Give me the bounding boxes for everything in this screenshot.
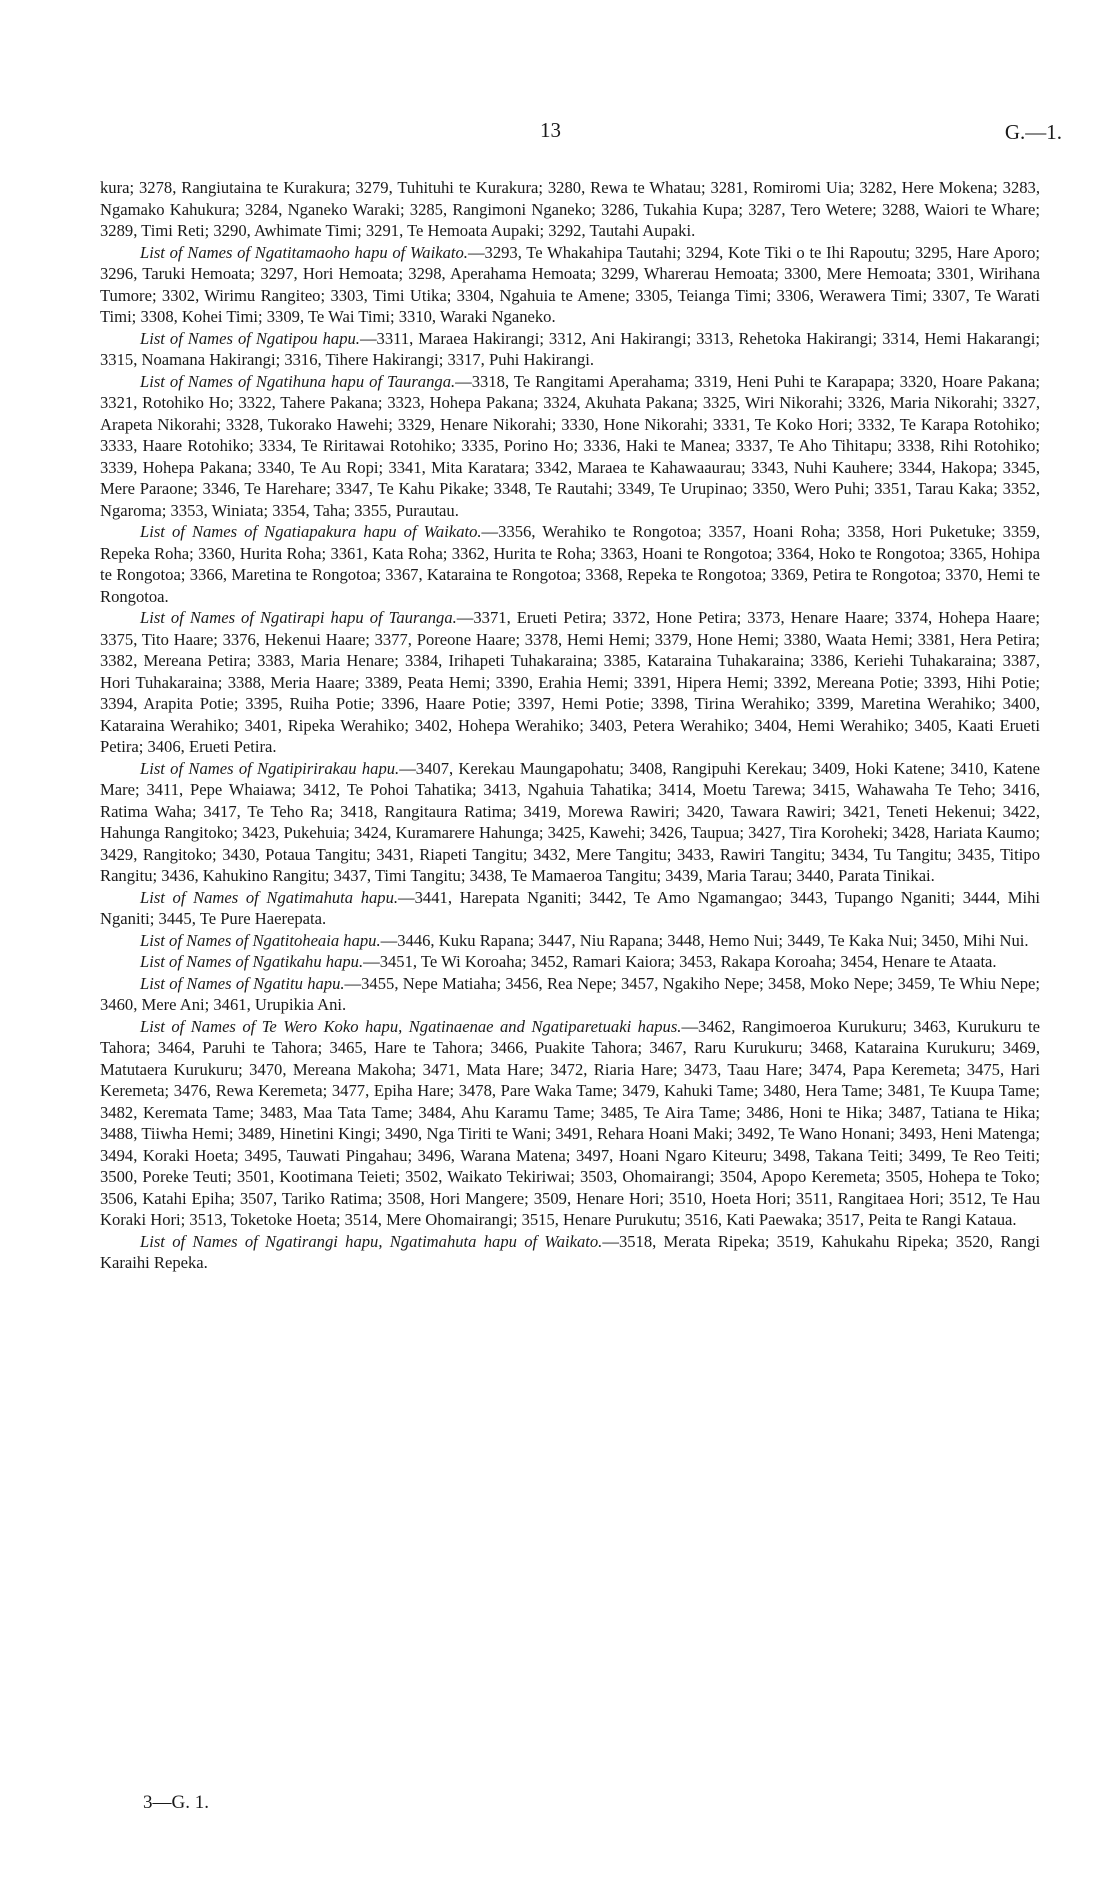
list-heading: List of Names of Ngatirapi hapu of Tauranga. <box>140 608 457 627</box>
list-heading: List of Names of Ngatirangi hapu, Ngatimahuta hapu of Waikato. <box>140 1231 603 1251</box>
paragraph <box>100 930 1040 952</box>
paragraph-text: kura; 3278, Rangiutaina te Kurakura; 3279, Tuhituhi te Kurakura; 3280, Rewa te Whatau; 3281, Romiromi Uia; 3282, Here Mokena; 3283, Ngamako Kahukura; 3284, Nganeko Waraki; 3285, Rangimoni Nganeko; 3286, Tukahia Kupa; 3287, Tero Wetere; 3288, Waiori te Whare; 3289, Timi Reti; 3290, Awhimate Timi; 3291, Te Hemoata Aupaki; 3292, Tautahi Aupaki. <box>100 178 1040 240</box>
paragraph <box>100 887 1040 930</box>
paragraph-text: —3462, Rangimoeroa Kurukuru; 3463, Kurukuru te Tahora; 3464, Paruhi te Tahora; 3465, Hare te Tahora; 3466, Puakite Tahora; 3467, Raru Kurukuru; 3468, Kataraina Kurukuru; 3469, Matutaera Kurukuru; 3470, Mereana Makoha; 3471, Mata Hare; 3472, Riaria Hare; 3473, Taau Hare; 3474, Papa Keremeta; 3475, Hari Keremeta; 3476, Rewa Keremeta; 3477, Epiha Hare; 3478, Pare Waka Tame; 3479, Kahuki Tame; 3480, Hera Tame; 3481, Te Kuupa Tame; 3482, Keremata Tame; 3483, Maa Tata Tame; 3484, Ahu Karamu Tame; 3485, Te Aira Tame; 3486, Honi te Hika; 3487, Tatiana te Hika; 3488, Tiiwha Hemi; 3489, Hinetini Kingi; 3490, Nga Tiriti te Wani; 3491, Rehara Hoani Maki; 3492, Te Wano Honani; 3493, Heni Matenga; 3494, Koraki Hoeta; 3495, Tauwati Pingahau; 3496, Warana Matena; 3497, Hoani Ngaro Kiteuru; 3498, Takana Teiti; 3499, Te Reo Teiti; 3500, Poreke Teuti; 3501, Kootimana Teieti; 3502, Waikato Tekiriwai; 3503, Ohomairangi; 3504, Apopo Keremeta; 3505, Hohepa te Toko; 3506, Katahi Epiha; 3507, Tariko Ratima; 3508, Hori Mangere; 3509, Henare Hori; 3510, Hoeta Hori; 3511, Rangitaea Hori; 3512, Te Hau Koraki Hori; 3513, Toketoke Hoeta; 3514, Mere Ohomairangi; 3515, Henare Purukutu; 3516, Kati Paewaka; 3517, Peita te Rangi Kataua. <box>100 1016 1040 1229</box>
paragraph <box>100 177 1040 242</box>
list-heading: List of Names of Ngatitu hapu. <box>140 973 345 993</box>
paragraph <box>100 758 1040 887</box>
page-number: 13 <box>540 118 561 142</box>
paragraph <box>100 242 1040 328</box>
list-heading: List of Names of Ngatimahuta hapu. <box>140 887 399 907</box>
list-heading: List of Names of Ngatihuna hapu of Tauranga. <box>140 371 456 391</box>
list-heading: List of Names of Ngatitamaoho hapu of Waikato. <box>140 242 468 262</box>
paragraph-text: —3407, Kerekau Maungapohatu; 3408, Rangipuhi Kerekau; 3409, Hoki Katene; 3410, Katene Mare; 3411, Pepe Whaiawa; 3412, Te Pohoi Tahatika; 3413, Ngahuia Tahatika; 3414, Moetu Tarewa; 3415, Wahawaha Te Teho; 3416, Ratima Waha; 3417, Te Teho Ra; 3418, Rangitaura Ratima; 3419, Morewa Rawiri; 3420, Tawara Rawiri; 3421, Teneti Hekenui; 3422, Hahunga Rangitoko; 3423, Pukehuia; 3424, Kuramarere Hahunga; 3425, Kawehi; 3426, Taupua; 3427, Tira Koroheki; 3428, Hariata Kaumo; 3429, Rangitoko; 3430, Potaua Tangitu; 3431, Riapeti Tangitu; 3432, Mere Tangitu; 3433, Rawiri Tangitu; 3434, Tu Tangitu; 3435, Titipo Rangitu; 3436, Kahukino Rangitu; 3437, Timi Tangitu; 3438, Te Mamaeroa Tangitu; 3439, Maria Tarau; 3440, Parata Tinikai. <box>100 758 1040 885</box>
list-heading: List of Names of Ngatiapakura hapu of Waikato. <box>140 522 482 541</box>
paragraph <box>100 521 1040 607</box>
paragraph-text: —3356, Werahiko te Rongotoa; 3357, Hoani Roha; 3358, Hori Puketuke; 3359, Repeka Roha; 3360, Hurita Roha; 3361, Kata Roha; 3362, Hurita te Roha; 3363, Hoani te Rongotoa; 3364, Hoko te Rongotoa; 3365, Hohipa te Rongotoa; 3366, Maretina te Rongotoa; 3367, Kataraina te Rongotoa; 3368, Repeka te Rongotoa; 3369, Petira te Rongotoa; 3370, Hemi te Rongotoa. <box>100 522 1040 606</box>
list-heading: List of Names of Ngatikahu hapu. <box>140 952 364 971</box>
paragraph-text: —3371, Erueti Petira; 3372, Hone Petira; 3373, Henare Haare; 3374, Hohepa Haare; 3375, Tito Haare; 3376, Hekenui Haare; 3377, Poreone Haare; 3378, Hemi Hemi; 3379, Hone Hemi; 3380, Waata Hemi; 3381, Hera Petira; 3382, Mereana Petira; 3383, Maria Henare; 3384, Irihapeti Tuhakaraina; 3385, Kataraina Tuhakaraina; 3386, Keriehi Tuhakaraina; 3387, Hori Tuhakaraina; 3388, Meria Haare; 3389, Peata Hemi; 3390, Erahia Hemi; 3391, Hipera Hemi; 3392, Mereana Potie; 3393, Hihi Potie; 3394, Arapita Potie; 3395, Ruiha Potie; 3396, Haare Potie; 3397, Hemi Potie; 3398, Tirina Werahiko; 3399, Maretina Werahiko; 3400, Kataraina Werahiko; 3401, Ripeka Werahiko; 3402, Hohepa Werahiko; 3403, Petera Werahiko; 3404, Hemi Werahiko; 3405, Kaati Erueti Petira; 3406, Erueti Petira. <box>100 608 1041 756</box>
paragraph-text: —3311, Maraea Hakirangi; 3312, Ani Hakirangi; 3313, Rehetoka Hakirangi; 3314, Hemi Hakarangi; 3315, Noamana Hakirangi; 3316, Tihere Hakirangi; 3317, Puhi Hakirangi. <box>100 328 1040 369</box>
paragraph-text: —3455, Nepe Matiaha; 3456, Rea Nepe; 3457, Ngakiho Nepe; 3458, Moko Nepe; 3459, Te Whiu Nepe; 3460, Mere Ani; 3461, Urupikia Ani. <box>100 973 1040 1014</box>
paragraph <box>100 1231 1040 1274</box>
paragraph-text: —3446, Kuku Rapana; 3447, Niu Rapana; 3448, Hemo Nui; 3449, Te Kaka Nui; 3450, Mihi Nui. <box>380 930 1029 950</box>
paragraph <box>100 973 1040 1016</box>
paragraph-text: —3293, Te Whakahipa Tautahi; 3294, Kote Tiki o te Ihi Rapoutu; 3295, Hare Aporo; 3296, Taruki Hemoata; 3297, Hori Hemoata; 3298, Aperahama Hemoata; 3299, Wharerau Hemoata; 3300, Mere Hemoata; 3301, Wirihana Tumore; 3302, Wirimu Rangiteo; 3303, Timi Utika; 3304, Ngahuia te Amene; 3305, Teianga Timi; 3306, Werawera Timi; 3307, Te Warati Timi; 3308, Kohei Timi; 3309, Te Wai Timi; 3310, Waraki Nganeko. <box>100 242 1040 326</box>
paragraph <box>100 607 1040 758</box>
list-heading: List of Names of Ngatipou hapu. <box>140 328 360 348</box>
paragraph <box>100 1016 1040 1231</box>
paragraph <box>100 371 1040 522</box>
document-body <box>100 177 1040 1274</box>
document-reference: G.—1. <box>1004 120 1062 144</box>
list-heading: List of Names of Ngatitoheaia hapu. <box>140 930 381 950</box>
paragraph-text: —3318, Te Rangitami Aperahama; 3319, Heni Puhi te Karapapa; 3320, Hoare Pakana; 3321, Rotohiko Ho; 3322, Tahere Pakana; 3323, Hohepa Pakana; 3324, Akuhata Pakana; 3325, Wiri Nikorahi; 3326, Maria Nikorahi; 3327, Arapeta Nikorahi; 3328, Tukorako Hawehi; 3329, Henare Nikorahi; 3330, Hone Nikorahi; 3331, Te Koko Hori; 3332, Te Karapa Rotohiko; 3333, Haare Rotohiko; 3334, Te Riritawai Rotohiko; 3335, Porino Ho; 3336, Haki te Manea; 3337, Te Aho Tihitapu; 3338, Rihi Rotohiko; 3339, Hohepa Pakana; 3340, Te Au Ropi; 3341, Mita Karatara; 3342, Maraea te Kahawaaurau; 3343, Nuhi Kauhere; 3344, Hakopa; 3345, Mere Paraone; 3346, Te Harehare; 3347, Te Kahu Pikake; 3348, Te Rautahi; 3349, Te Urupinao; 3350, Wero Puhi; 3351, Tarau Kaka; 3352, Ngaroma; 3353, Winiata; 3354, Taha; 3355, Purautau. <box>100 371 1040 520</box>
list-heading: List of Names of Ngatipirirakau hapu. <box>140 758 400 778</box>
paragraph <box>100 951 1040 973</box>
paragraph-text: —3451, Te Wi Koroaha; 3452, Ramari Kaiora; 3453, Rakapa Koroaha; 3454, Henare te Ataata. <box>363 952 997 971</box>
signature-mark: 3—G. 1. <box>143 1792 209 1813</box>
paragraph <box>100 328 1040 371</box>
list-heading: List of Names of Te Wero Koko hapu, Ngatinaenae and Ngatiparetuaki hapus. <box>140 1016 682 1036</box>
paragraph-text: —3441, Harepata Nganiti; 3442, Te Amo Ngamangao; 3443, Tupango Nganiti; 3444, Mihi Nganiti; 3445, Te Pure Haerepata. <box>100 887 1040 928</box>
paragraph-text: —3518, Merata Ripeka; 3519, Kahukahu Ripeka; 3520, Rangi Karaihi Repeka. <box>100 1231 1041 1272</box>
